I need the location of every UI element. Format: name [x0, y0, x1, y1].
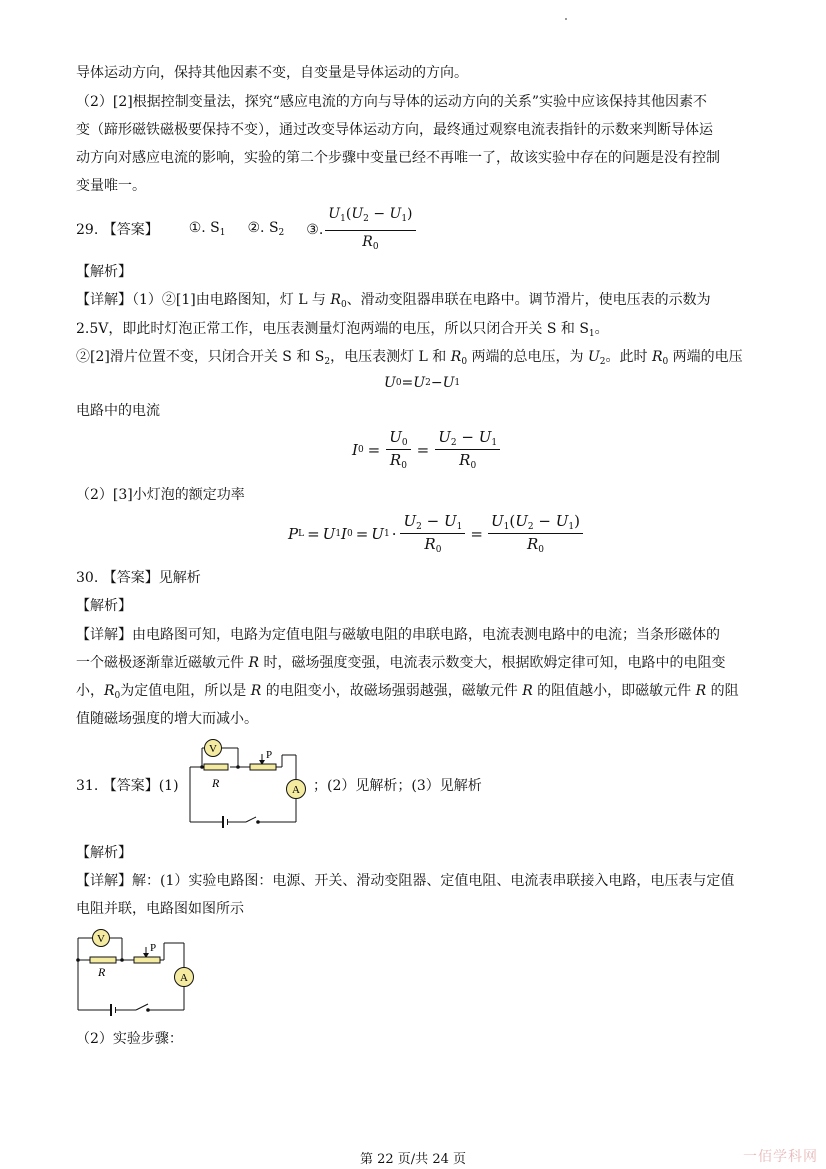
q30-answer: 30. 【答案】见解析	[76, 570, 201, 586]
q29-analysis: 【解析】	[76, 264, 132, 280]
para1: 导体运动方向，保持其他因素不变，自变量是导体运动的方向。	[76, 65, 468, 81]
q29-answer-3-fraction: $\frac{U_1(U_2 - U_1)}{R_0}$	[325, 204, 415, 257]
q29-power-text: （2）[3]小灯泡的额定功率	[76, 487, 245, 503]
voltmeter-label: V	[97, 933, 105, 945]
para2-line4: 变量唯一。	[76, 178, 146, 194]
q29-answer-3-label: ③.	[306, 222, 324, 238]
resistor-label: R	[98, 965, 106, 979]
q29-current-text: 电路中的电流	[76, 403, 160, 419]
q30-detail-line1: 【详解】由电路图可知，电路为定值电阻与磁敏电阻的串联电路，电流表测电路中的电流；当条形磁体的	[76, 627, 720, 643]
q31-analysis: 【解析】	[76, 845, 132, 861]
scan-dot	[565, 18, 567, 20]
ammeter-label: A	[180, 972, 188, 984]
q29-label: 29. 【答案】	[76, 222, 159, 238]
para2-line3: 动方向对感应电流的影响，实验的第二个步骤中变量已经不再唯一了，故该实验中存在的问题是没有控制	[76, 150, 720, 166]
q29-answer	[76, 205, 418, 252]
q29-answer-1: ①. $S_1$	[188, 219, 226, 238]
watermark: 一佰学科网	[743, 1149, 818, 1165]
q30-detail-line4: 值随磁场强度的增大而减小。	[76, 711, 258, 727]
q29-detail-line3: ②[2]滑片位置不变，只闭合开关 S 和 $S_2$，电压表测灯 L 和 $R_0$ 两端的总电压，为 $U_2$。此时 $R_0$ 两端的电压	[76, 349, 743, 367]
equation-pl: P L = U 1 I 0 = U 1 · $\frac{U_2 - U_1}{R_0}$ = $\frac{U_1(U_2 - U_1)}{R_0}$	[288, 512, 585, 555]
equation-i0: I 0 = $\frac{U_0}{R_0}$ = $\frac{U_2 - U_1}{R_0}$	[352, 428, 502, 471]
q31-detail-line1: 【详解】解：(1）实验电路图：电源、开关、滑动变阻器、定值电阻、电流表串联接入电路，电压表与定值	[76, 873, 735, 889]
voltmeter-label: V	[209, 743, 217, 755]
slider-label: P	[266, 749, 273, 761]
q29-answer-2: ②. $S_2$	[247, 219, 285, 238]
page-footer: 第 22 页/共 24 页	[360, 1152, 466, 1167]
slider-label: P	[150, 942, 157, 954]
q30-detail-line2: 一个磁极逐渐靠近磁敏元件 R 时，磁场强度变强，电流表示数变大，根据欧姆定律可知，电路中的电阻变	[76, 655, 726, 671]
q31-detail-circuit	[74, 925, 200, 1019]
ammeter-label: A	[292, 784, 300, 796]
resistor-label: R	[212, 776, 220, 790]
q31-detail-line2: 电阻并联，电路图如图所示	[76, 901, 244, 917]
q31-answer-circuit	[186, 737, 312, 831]
q29-detail-line1: 【详解】（1）②[1]由电路图知，灯 L 与 $R_0$、滑动变阻器串联在电路中。调节滑片，使电压表的示数为	[76, 292, 711, 310]
q31-rest: ；(2）见解析；(3）见解析	[313, 778, 482, 794]
q31-steps: （2）实验步骤：	[76, 1031, 183, 1047]
q30-analysis: 【解析】	[76, 598, 132, 614]
para2-line2: 变（蹄形磁铁磁极要保持不变），通过改变导体运动方向，最终通过观察电流表指针的示数来判断导体运	[76, 122, 713, 138]
q31-label: 31. 【答案】(1)	[76, 778, 179, 794]
q29-detail-line2: 2.5V，即此时灯泡正常工作，电压表测量灯泡两端的电压，所以只闭合开关 S 和 $S_1$。	[76, 321, 609, 339]
q30-detail-line3: 小，$R_0$为定值电阻，所以是 R 的电阻变小，故磁场强弱越强，磁敏元件 R 的阻值越小，即磁敏元件 R 的阻	[76, 683, 739, 701]
equation-u0: U 0 = U 2 − U 1	[384, 375, 461, 391]
para2-line1: （2）[2]根据控制变量法，探究“感应电流的方向与导体的运动方向的关系”实验中应该保持其他因素不	[76, 94, 708, 110]
